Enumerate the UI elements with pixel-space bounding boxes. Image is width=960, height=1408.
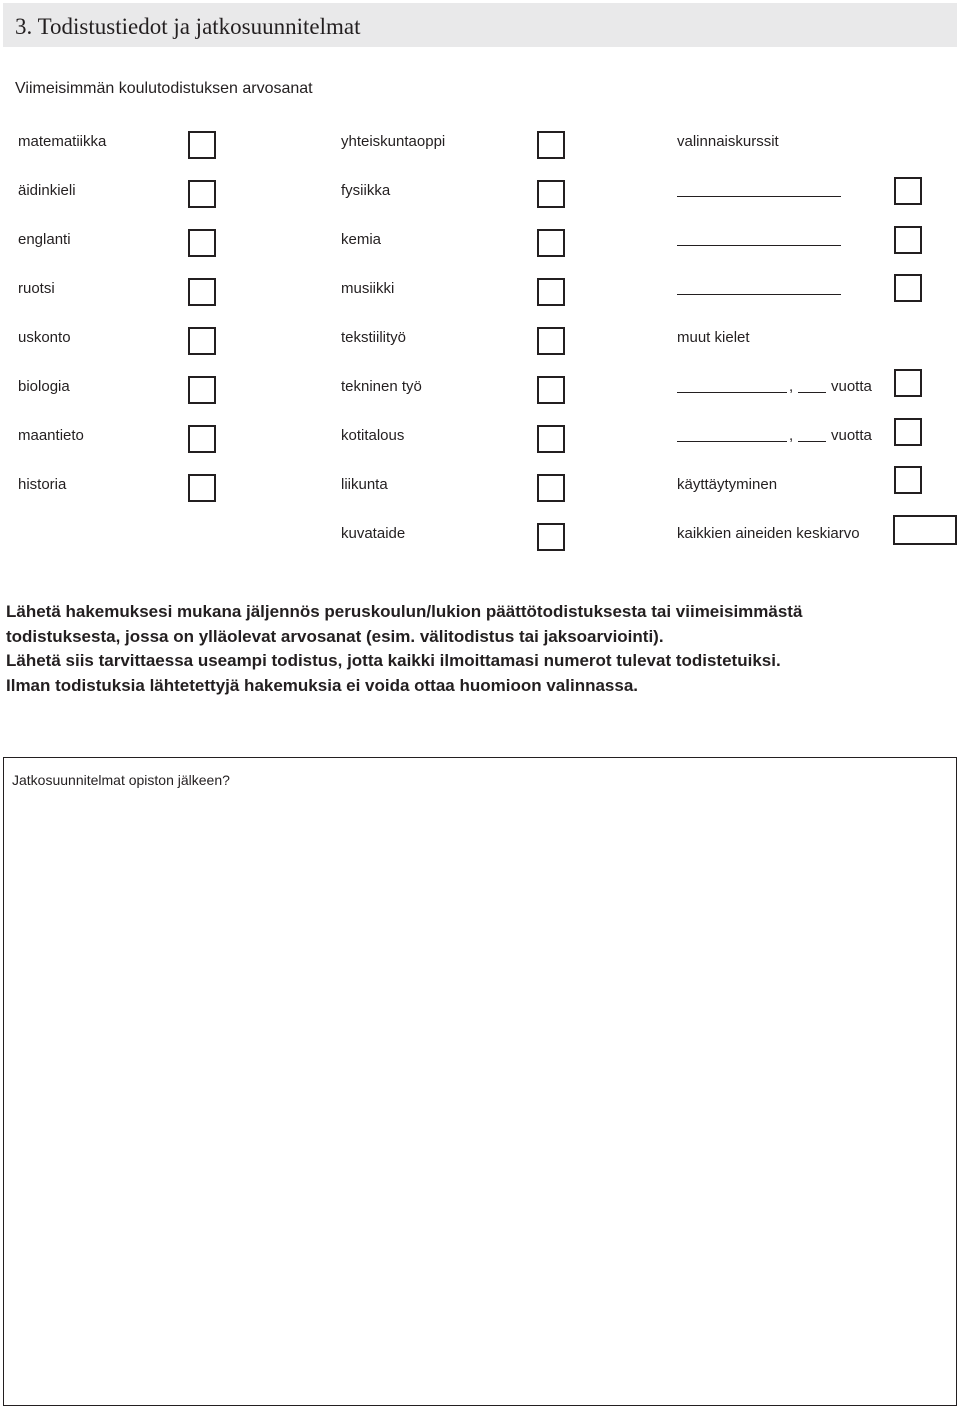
grade-box-elective-3[interactable] <box>894 274 922 302</box>
subject-label-tekninen-tyo: tekninen työ <box>341 378 422 395</box>
grade-box-other-language-1[interactable] <box>894 369 922 397</box>
other-language-name-field-2[interactable] <box>677 441 787 442</box>
elective-courses-label: valinnaiskurssit <box>677 133 779 150</box>
comma-separator: , <box>789 378 794 395</box>
grade-box-tekstiilityo[interactable] <box>537 327 565 355</box>
other-language-years-field-1[interactable] <box>798 392 826 393</box>
grade-box-ruotsi[interactable] <box>188 278 216 306</box>
grade-box-yhteiskuntaoppi[interactable] <box>537 131 565 159</box>
instructions-line: Ilman todistuksia lähtetettyjä hakemuksia ei voida ottaa huomioon valinnassa. <box>6 675 639 695</box>
years-label: vuotta <box>831 427 872 444</box>
grade-box-liikunta[interactable] <box>537 474 565 502</box>
instructions-line: Lähetä hakemuksesi mukana jäljennös peruskoulun/lukion päättötodistuksesta tai viimeisimmästä <box>6 602 803 621</box>
subject-label-kemia: kemia <box>341 231 382 248</box>
grade-box-aidinkieli[interactable] <box>188 180 216 208</box>
subject-label-kuvataide: kuvataide <box>341 525 406 542</box>
years-label: vuotta <box>831 378 872 395</box>
subject-label-tekstiilityo: tekstiilityö <box>341 329 407 346</box>
grade-box-fysiikka[interactable] <box>537 180 565 208</box>
grade-box-biologia[interactable] <box>188 376 216 404</box>
behavior-label: käyttäytyminen <box>677 476 778 493</box>
future-plans-textarea[interactable] <box>3 757 957 1406</box>
subject-label-liikunta: liikunta <box>341 476 388 493</box>
grade-box-uskonto[interactable] <box>188 327 216 355</box>
grade-box-musiikki[interactable] <box>537 278 565 306</box>
elective-course-name-field-3[interactable] <box>677 294 841 295</box>
average-label: kaikkien aineiden keskiarvo <box>677 525 860 542</box>
grade-box-elective-2[interactable] <box>894 226 922 254</box>
elective-course-name-field-2[interactable] <box>677 245 841 246</box>
subject-label-musiikki: musiikki <box>341 280 395 297</box>
subject-label-fysiikka: fysiikka <box>341 182 391 199</box>
subject-label-biologia: biologia <box>18 378 70 395</box>
future-plans-label: Jatkosuunnitelmat opiston jälkeen? <box>12 772 230 788</box>
subject-label-maantieto: maantieto <box>18 427 84 444</box>
instructions-line: Lähetä siis tarvittaessa useampi todistus, jotta kaikki ilmoittamasi numerot tulevat todistetuiksi. <box>6 651 781 670</box>
instructions-text <box>6 600 956 698</box>
other-language-name-field-1[interactable] <box>677 392 787 393</box>
section-title: 3. Todistustiedot ja jatkosuunnitelmat <box>15 14 361 39</box>
grade-box-kemia[interactable] <box>537 229 565 257</box>
grade-box-elective-1[interactable] <box>894 177 922 205</box>
subject-label-englanti: englanti <box>18 231 71 248</box>
subject-label-matematiikka: matematiikka <box>18 133 107 150</box>
subject-label-historia: historia <box>18 476 67 493</box>
other-language-years-field-2[interactable] <box>798 441 826 442</box>
grade-box-englanti[interactable] <box>188 229 216 257</box>
grade-box-tekninen-tyo[interactable] <box>537 376 565 404</box>
elective-course-name-field-1[interactable] <box>677 196 841 197</box>
other-languages-label: muut kielet <box>677 329 750 346</box>
subject-label-ruotsi: ruotsi <box>18 280 55 297</box>
subject-label-uskonto: uskonto <box>18 329 71 346</box>
subject-label-yhteiskuntaoppi: yhteiskuntaoppi <box>341 133 446 150</box>
grade-box-maantieto[interactable] <box>188 425 216 453</box>
average-field[interactable] <box>893 515 957 545</box>
grade-box-behavior[interactable] <box>894 466 922 494</box>
comma-separator: , <box>789 427 794 444</box>
subject-label-kotitalous: kotitalous <box>341 427 405 444</box>
instructions-line: todistuksesta, jossa on ylläolevat arvosanat (esim. välitodistus tai jaksoarviointi). <box>6 626 664 646</box>
grade-box-historia[interactable] <box>188 474 216 502</box>
grade-box-matematiikka[interactable] <box>188 131 216 159</box>
grade-box-kotitalous[interactable] <box>537 425 565 453</box>
grade-box-other-language-2[interactable] <box>894 418 922 446</box>
subject-label-aidinkieli: äidinkieli <box>18 182 76 199</box>
grade-box-kuvataide[interactable] <box>537 523 565 551</box>
grades-heading: Viimeisimmän koulutodistuksen arvosanat <box>15 80 313 97</box>
section-header <box>3 3 957 47</box>
